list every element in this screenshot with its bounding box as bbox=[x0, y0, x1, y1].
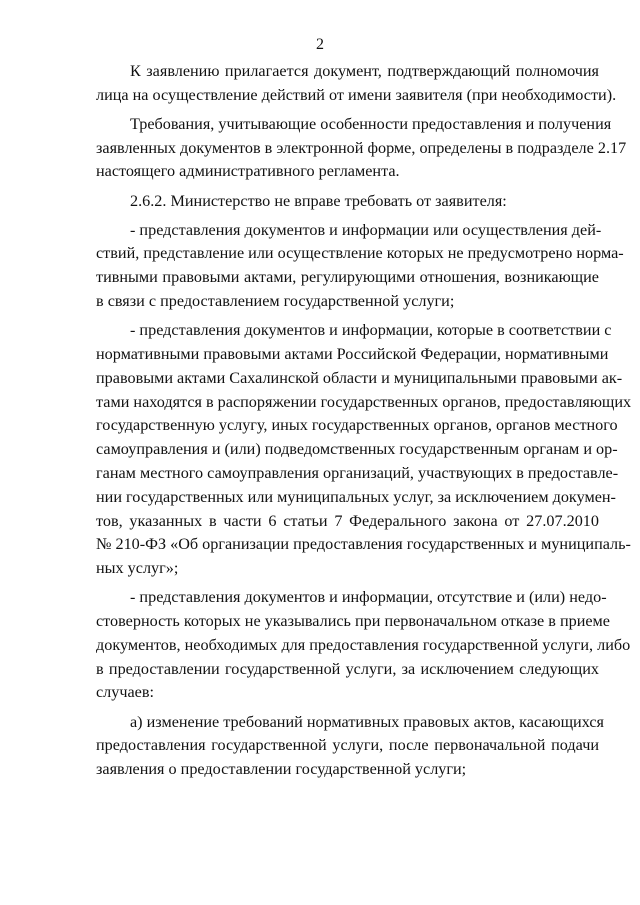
text-line: нии государственных или муниципальных услуг, за исключением докумен- bbox=[96, 487, 616, 506]
text-line: государственную услугу, иных государственных органов, органов местного bbox=[96, 416, 618, 435]
text-line: - представления документов и информации или осуществления дей- bbox=[130, 220, 602, 239]
text-line: случаев: bbox=[96, 683, 155, 702]
text-line: ствий, представление или осуществление которых не предусмотрено норма- bbox=[96, 244, 624, 263]
text-line: заявления о предоставлении государственной услуги; bbox=[96, 760, 467, 779]
paragraph bbox=[96, 319, 632, 581]
text-line: тивными правовыми актами, регулирующими отношения, возникающие bbox=[96, 268, 599, 287]
text-line: ганам местного самоуправления организаций, участвующих в предоставле- bbox=[96, 463, 619, 482]
text-line: ных услуг»; bbox=[96, 559, 179, 578]
text-line: самоуправления и (или) подведомственных государственным органам и ор- bbox=[96, 440, 618, 459]
text-line: К заявлению прилагается документ, подтверждающий полномочия bbox=[130, 62, 599, 80]
document-body bbox=[96, 60, 632, 782]
text-line: 2.6.2. Министерство не вправе требовать от заявителя: bbox=[130, 191, 507, 210]
paragraph bbox=[96, 586, 631, 705]
paragraph bbox=[96, 219, 624, 314]
text-line: в предоставлении государственной услуги, за исключением следующих bbox=[96, 659, 599, 678]
text-line: правовыми актами Сахалинской области и муниципальными правовыми ак- bbox=[96, 368, 623, 387]
text-line: тами находятся в распоряжении государственных органов, предоставляющих bbox=[96, 392, 632, 411]
text-line: - представления документов и информации, отсутствие и (или) недо- bbox=[130, 588, 607, 607]
text-line: - представления документов и информации, которые в соответствии с bbox=[130, 321, 612, 340]
text-line: настоящего административного регламента. bbox=[96, 162, 400, 181]
text-line: стоверность которых не указывались при первоначальном отказе в приеме bbox=[96, 612, 610, 631]
text-line: нормативными правовыми актами Российской Федерации, нормативными bbox=[96, 344, 609, 363]
text-line: в связи с предоставлением государственной услуги; bbox=[96, 292, 455, 311]
paragraph bbox=[96, 190, 599, 214]
paragraph bbox=[96, 60, 617, 108]
text-line: а) изменение требований нормативных правовых актов, касающихся bbox=[130, 712, 604, 731]
paragraph bbox=[96, 711, 604, 782]
text-line: Требования, учитывающие особенности предоставления и получения bbox=[130, 114, 612, 133]
text-line: лица на осуществление действий от имени заявителя (при необходимости). bbox=[96, 85, 617, 104]
text-line: тов, указанных в части 6 статьи 7 Федерального закона от 27.07.2010 bbox=[96, 511, 599, 530]
text-line: предоставления государственной услуги, после первоначальной подачи bbox=[96, 736, 599, 755]
paragraph bbox=[96, 113, 627, 184]
text-line: документов, необходимых для предоставления государственной услуги, либо bbox=[96, 635, 631, 654]
page-number: 2 bbox=[316, 36, 324, 53]
text-line: заявленных документов в электронной форме, определены в подразделе 2.17 bbox=[96, 138, 627, 157]
text-line: № 210-ФЗ «Об организации предоставления государственных и муниципаль- bbox=[96, 535, 631, 554]
